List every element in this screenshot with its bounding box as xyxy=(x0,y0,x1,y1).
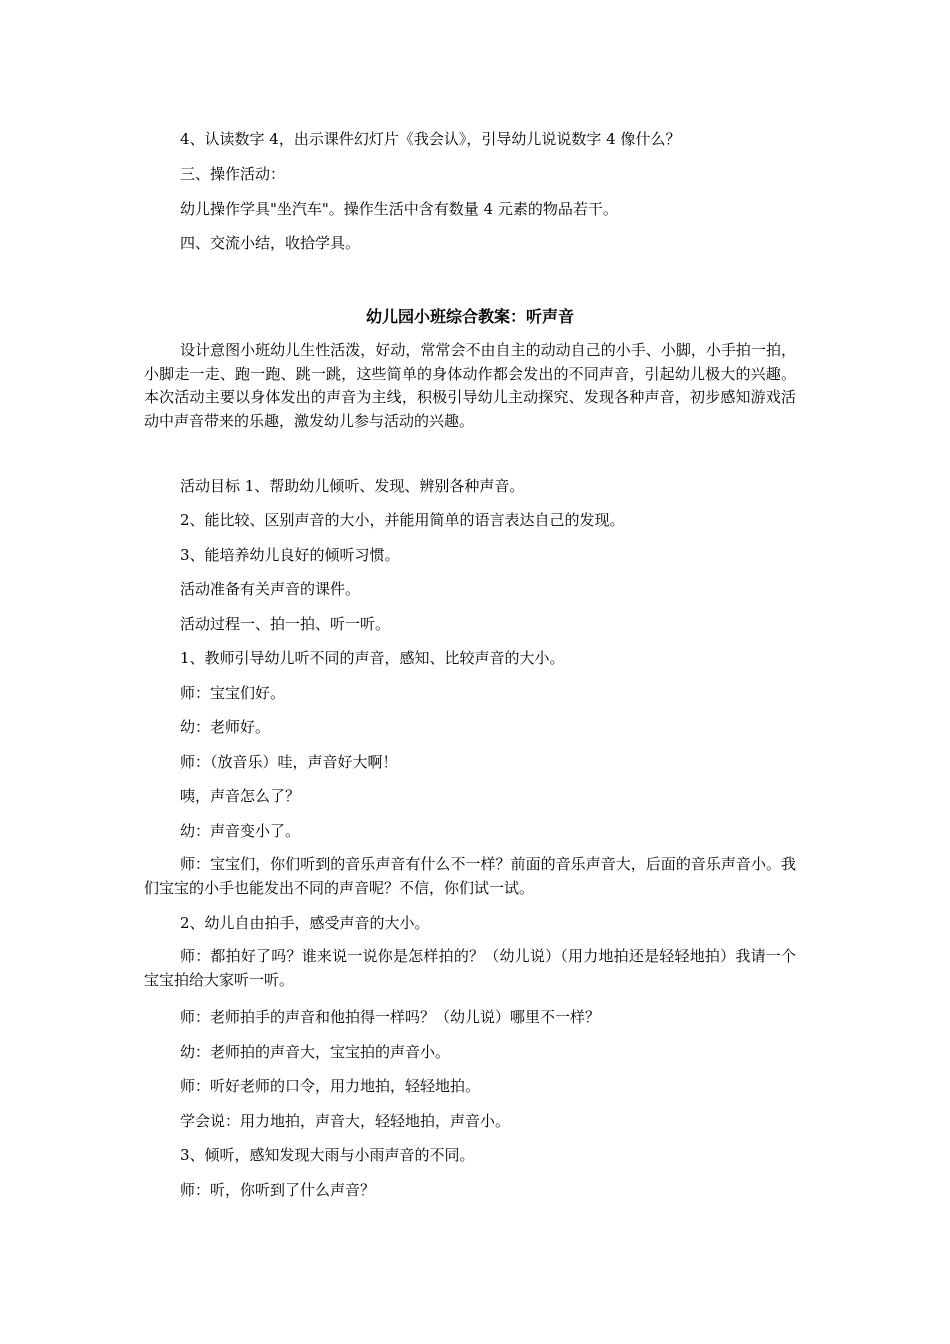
heading-operation-activity: 三、操作活动： xyxy=(180,165,286,183)
dialogue-paragraph: 师：都拍好了吗？谁来说一说你是怎样拍的？（幼儿说）（用力地拍还是轻轻地拍）我请一个宝宝拍给大家听一听。 xyxy=(144,947,796,989)
design-intent-paragraph: 设计意图小班幼儿生性活泼，好动，常常会不由自主的动动自己的小手、小脚，小手拍一拍，小脚走一走、跑一跑、跳一跳，这些简单的身体动作都会发出的不同声音，引起幼儿极大的兴趣。本次活动主要以身体发出的声音为主线，积极引导幼儿主动探究、发现各种声音，初步感知游戏活动中声音带来的乐趣，激发幼儿参与活动的兴趣。 xyxy=(144,341,796,430)
dialogue-line: 师：（放音乐）哇，声音好大啊！ xyxy=(180,753,398,771)
step-3: 3、倾听，感知发现大雨与小雨声音的不同。 xyxy=(180,1146,475,1164)
step-2: 2、幼儿自由拍手，感受声音的大小。 xyxy=(180,914,430,932)
activity-goal-2: 2、能比较、区别声音的大小，并能用简单的语言表达自己的发现。 xyxy=(180,511,625,529)
dialogue-line: 幼：老师好。 xyxy=(180,718,271,736)
dialogue-line: 师：老师拍手的声音和他拍得一样吗？（幼儿说）哪里不一样？ xyxy=(180,1008,601,1026)
step-1: 1、教师引导幼儿听不同的声音，感知、比较声音的大小。 xyxy=(180,649,565,667)
dialogue-line: 幼：老师拍的声音大，宝宝拍的声音小。 xyxy=(180,1043,451,1061)
dialogue-line: 师：宝宝们好。 xyxy=(180,684,286,702)
paragraph-step4-recognize-number: 4、认读数字 4，出示课件幻灯片《我会认》，引导幼儿说说数字 4 像什么？ xyxy=(180,130,681,148)
dialogue-line: 师：听，你听到了什么声音？ xyxy=(180,1181,376,1199)
activity-goal-1: 活动目标 1、帮助幼儿倾听、发现、辨别各种声音。 xyxy=(180,477,525,495)
activity-goal-3: 3、能培养幼儿良好的倾听习惯。 xyxy=(180,546,400,564)
dialogue-line: 咦，声音怎么了？ xyxy=(180,787,301,805)
activity-process: 活动过程一、拍一拍、听一听。 xyxy=(180,615,391,633)
paragraph-operation-materials: 幼儿操作学具"坐汽车"。操作生活中含有数量 4 元素的物品若干。 xyxy=(180,200,618,218)
activity-preparation: 活动准备有关声音的课件。 xyxy=(180,580,361,598)
dialogue-line: 幼：声音变小了。 xyxy=(180,822,301,840)
lesson-title: 幼儿园小班综合教案：听声音 xyxy=(365,307,574,326)
dialogue-paragraph: 师：宝宝们，你们听到的音乐声音有什么不一样？前面的音乐声音大，后面的音乐声音小。我们宝宝的小手也能发出不同的声音呢？不信，你们试一试。 xyxy=(144,855,796,897)
heading-summary: 四、交流小结，收拾学具。 xyxy=(180,234,361,252)
dialogue-line: 师：听好老师的口令，用力地拍，轻轻地拍。 xyxy=(180,1077,481,1095)
dialogue-line: 学会说：用力地拍，声音大，轻轻地拍，声音小。 xyxy=(180,1112,511,1130)
